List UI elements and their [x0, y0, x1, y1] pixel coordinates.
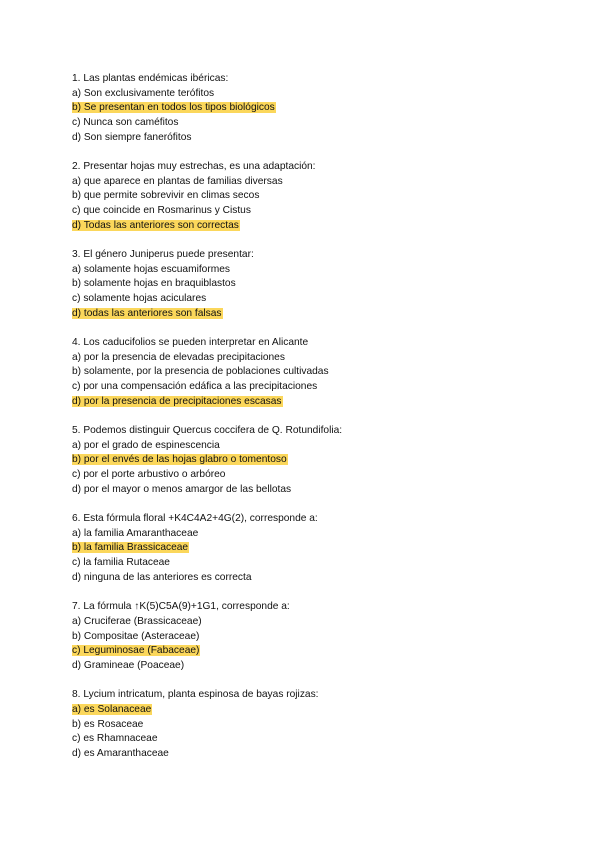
answer-option-text: b) la familia Brassicaceae — [72, 542, 189, 554]
answer-option — [72, 351, 552, 366]
answer-option-text: d) por el mayor o menos amargor de las bellotas — [72, 483, 292, 495]
answer-option-highlighted — [72, 541, 552, 556]
answer-option-text: b) por el envés de las hojas glabro o tomentoso — [72, 454, 287, 466]
answer-option — [72, 630, 552, 645]
question-3 — [72, 248, 552, 322]
answer-option-text: b) solamente, por la presencia de poblaciones cultivadas — [72, 366, 329, 378]
answer-option-text: d) ninguna de las anteriores es correcta — [72, 571, 252, 583]
answer-option-highlighted — [72, 307, 552, 322]
answer-option-text: c) que coincide en Rosmarinus y Cistus — [72, 205, 251, 217]
answer-option-text: a) Son exclusivamente terófitos — [72, 87, 215, 99]
answer-option-text: d) Todas las anteriores son correctas — [72, 219, 239, 231]
question-text: 5. Podemos distinguir Quercus coccifera de Q. Rotundifolia: — [72, 425, 343, 437]
answer-option-text: d) es Amaranthaceae — [72, 747, 169, 759]
answer-option-text: a) Cruciferae (Brassicaceae) — [72, 615, 202, 627]
answer-option — [72, 87, 552, 102]
answer-option — [72, 263, 552, 278]
answer-option — [72, 527, 552, 542]
question-2 — [72, 160, 552, 234]
answer-option-highlighted — [72, 703, 552, 718]
answer-option — [72, 189, 552, 204]
question-text: 3. El género Juniperus puede presentar: — [72, 249, 254, 261]
answer-option-text: c) la familia Rutaceae — [72, 557, 170, 569]
question-text: 1. Las plantas endémicas ibéricas: — [72, 73, 229, 84]
question-text: 4. Los caducifolios se pueden interpretar en Alicante — [72, 337, 309, 349]
answer-option-text: c) solamente hojas aciculares — [72, 293, 207, 305]
answer-option-text: b) Se presentan en todos los tipos biológicos — [72, 102, 275, 114]
answer-option-highlighted — [72, 644, 552, 659]
answer-option — [72, 116, 552, 131]
question-text: 7. La fórmula ↑K(5)C5A(9)+1G1, corresponde a: — [72, 601, 290, 613]
answer-option — [72, 732, 552, 747]
answer-option-text: b) es Rosaceae — [72, 718, 144, 730]
answer-option-text: d) por la presencia de precipitaciones escasas — [72, 395, 282, 407]
answer-option — [72, 204, 552, 219]
answer-option-text: b) que permite sobrevivir en climas secos — [72, 190, 260, 202]
answer-option — [72, 175, 552, 190]
answer-option — [72, 131, 552, 146]
answer-option-text: a) es Solanaceae — [72, 703, 152, 715]
answer-option-highlighted — [72, 453, 552, 468]
question-1 — [72, 72, 552, 146]
question-6 — [72, 512, 552, 586]
answer-option-text: c) Nunca son caméfitos — [72, 117, 179, 129]
exam-page — [72, 72, 552, 776]
answer-option-highlighted — [72, 219, 552, 234]
question-text: 2. Presentar hojas muy estrechas, es una adaptación: — [72, 161, 316, 173]
answer-option-text: c) Leguminosae (Fabaceae) — [72, 645, 200, 657]
answer-option-text: a) por la presencia de elevadas precipitaciones — [72, 351, 285, 363]
answer-option-text: a) que aparece en plantas de familias diversas — [72, 175, 283, 187]
answer-option — [72, 718, 552, 733]
question-5 — [72, 424, 552, 498]
answer-option — [72, 380, 552, 395]
answer-option-text: b) Compositae (Asteraceae) — [72, 630, 200, 642]
answer-option-text: a) solamente hojas escuamiformes — [72, 263, 230, 275]
answer-option — [72, 365, 552, 380]
answer-option-highlighted — [72, 395, 552, 410]
answer-option — [72, 483, 552, 498]
answer-option — [72, 292, 552, 307]
answer-option-text: c) es Rhamnaceae — [72, 733, 158, 745]
question-8 — [72, 688, 552, 762]
answer-option — [72, 659, 552, 674]
answer-option-highlighted — [72, 101, 552, 116]
answer-option-text: a) por el grado de espinescencia — [72, 439, 220, 451]
answer-option-text: c) por una compensación edáfica a las precipitaciones — [72, 381, 318, 393]
answer-option-text: a) la familia Amaranthaceae — [72, 527, 199, 539]
answer-option — [72, 468, 552, 483]
answer-option — [72, 571, 552, 586]
answer-option-text: b) solamente hojas en braquiblastos — [72, 278, 236, 290]
question-4 — [72, 336, 552, 410]
answer-option — [72, 556, 552, 571]
answer-option-text: d) Son siempre fanerófitos — [72, 131, 192, 143]
question-text: 6. Esta fórmula floral +K4C4A2+4G(2), corresponde a: — [72, 513, 318, 525]
answer-option-text: c) por el porte arbustivo o arbóreo — [72, 469, 226, 481]
answer-option — [72, 277, 552, 292]
answer-option — [72, 439, 552, 454]
question-text: 8. Lycium intricatum, planta espinosa de bayas rojizas: — [72, 689, 319, 701]
answer-option — [72, 615, 552, 630]
answer-option-text: d) todas las anteriores son falsas — [72, 307, 222, 319]
question-7 — [72, 600, 552, 674]
answer-option — [72, 747, 552, 762]
answer-option-text: d) Gramineae (Poaceae) — [72, 659, 185, 671]
